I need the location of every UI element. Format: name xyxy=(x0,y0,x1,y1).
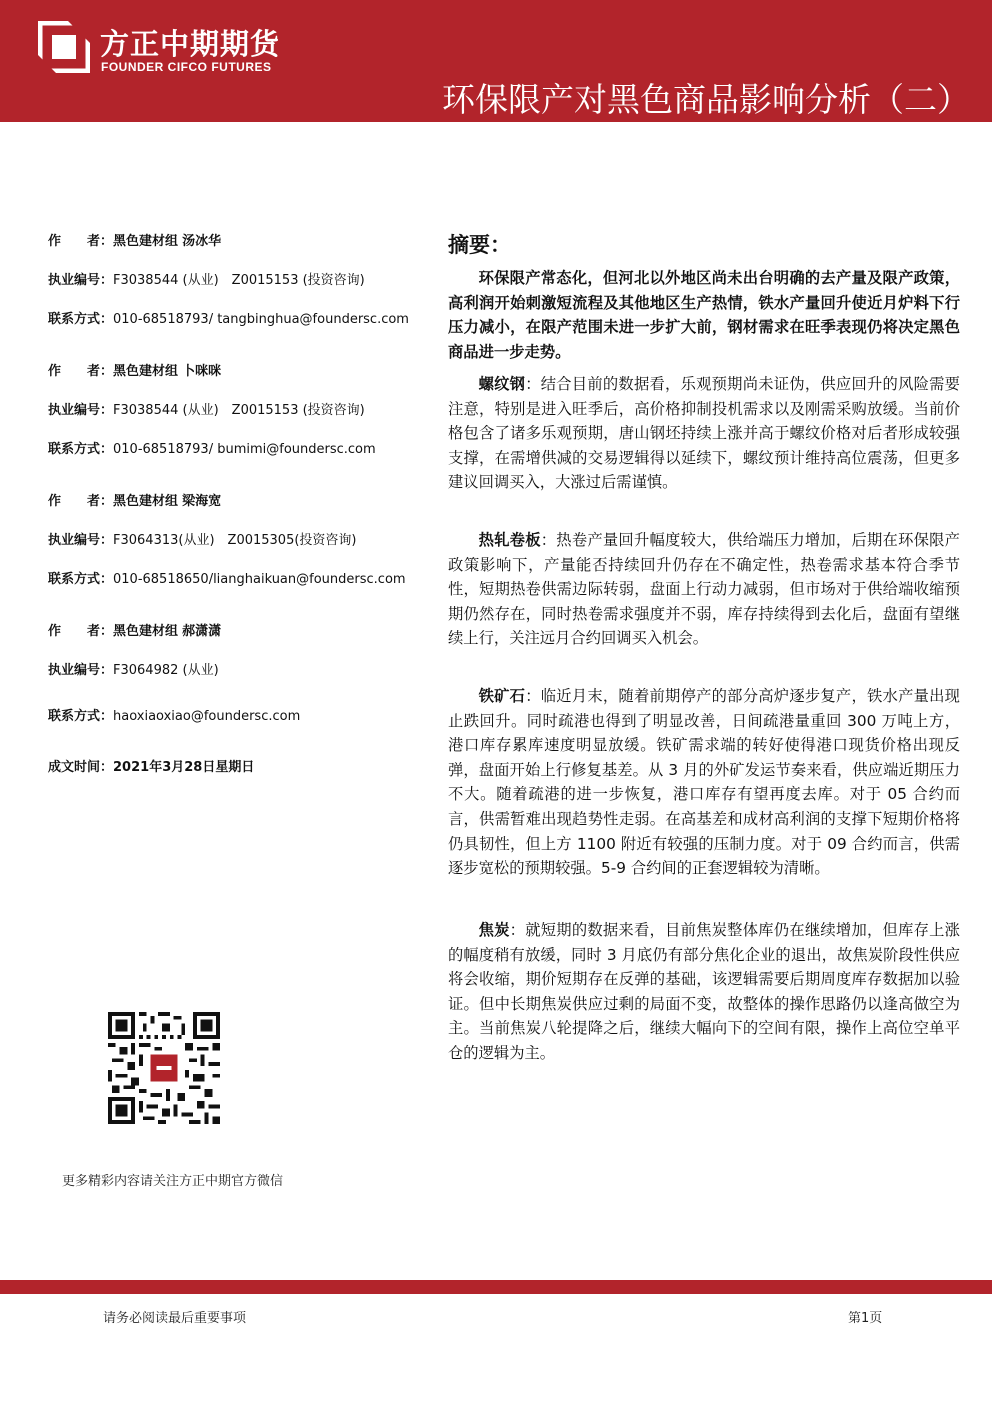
footer-notice: 请务必阅读最后重要事项 xyxy=(103,1311,247,1326)
author-group: 黑色建材组 xyxy=(113,494,179,509)
license-value: F3064982 (从业) xyxy=(113,663,219,678)
coke-text: ：就短期的数据来看，目前焦炭整体库仍在继续增加，但库存上涨的幅度稍有放缓，同时 3 月底仍有部分焦化企业的退出，故焦炭阶段性供应将会收缩，期价短期存在反弹的基础，该逻辑需要后期周度库存数据加以验证。但中长期焦炭供应过剩的局面不变，故整体的操作思路仍以逢高做空为主。当前焦炭八轮提降之后，继续大幅向下的空间有限，操作上高位空单平仓的逻辑为主。 xyxy=(448,921,960,1062)
author-row xyxy=(48,360,221,379)
contact-value[interactable]: haoxiaoxiao@foundersc.com xyxy=(113,709,301,724)
coke-paragraph xyxy=(448,918,960,1066)
author-name: 汤冰华 xyxy=(182,234,222,249)
author-group: 黑色建材组 xyxy=(113,234,179,249)
brand-name-en: FOUNDER CIFCO FUTURES xyxy=(101,60,272,74)
page-number: 第1页 xyxy=(848,1311,883,1326)
hot-rolled-coil-text: ：热卷产量回升幅度较大，供给端压力增加，后期在环保限产政策影响下，产量能否持续回升仍存在不确定性，热卷需求基本符合季节性，短期热卷供需边际转弱，盘面上行动力减弱，但市场对于供给端收缩预期仍然存在，同时热卷需求强度并不弱，库存持续得到去化后，盘面有望继续上行，关注远月合约回调买入机会。 xyxy=(448,531,960,648)
summary-lead-paragraph: 环保限产常态化，但河北以外地区尚未出台明确的去产量及限产政策，高利润开始刺激短流程及其他地区生产热情，铁水产量回升使近月炉料下行压力减小，在限产范围未进一步扩大前，钢材需求在旺季表现仍将决定黑色商品进一步走势。 xyxy=(448,269,960,361)
author-name: 郝潇潇 xyxy=(182,624,222,639)
contact-row xyxy=(48,705,300,724)
author-group: 黑色建材组 xyxy=(113,364,179,379)
iron-ore-paragraph xyxy=(448,684,960,881)
iron-ore-text: ：临近月末，随着前期停产的部分高炉逐步复产，铁水产量出现止跌回升。同时疏港也得到了明显改善，日间疏港量重回 300 万吨上方，港口库存累库速度明显放缓。铁矿需求端的转好使得港口现货价格出现反弹，盘面开始上行修复基差。从 3 月的外矿发运节奏来看，供应端近期压力不大。随着疏港的进一步恢复，港口库存有望再度去库。对于 05 合约而言，供需暂难出现趋势性走弱。在高基差和成材高利润的支撑下短期价格将仍具韧性，但上方 1100 附近有较强的压制力度。对于 09 合约而言，供需逐步宽松的预期较强。5-9 合约间的正套逻辑较为清晰。 xyxy=(448,687,960,878)
author-label: 作 者： xyxy=(48,234,114,249)
rebar-text: ：结合目前的数据看，乐观预期尚未证伪，供应回升的风险需要注意，特别是进入旺季后，高价格抑制投机需求以及刚需采购放缓。当前价格包含了诸多乐观预期，唐山钢坯持续上涨并高于螺纹价格对后者形成较强支撑，在需增供减的交易逻辑得以延续下，螺纹预计维持高位震荡，但更多建议回调买入，大涨过后需谨慎。 xyxy=(448,375,960,492)
founder-logo-icon xyxy=(38,21,90,73)
footer-bar xyxy=(0,1280,992,1294)
coke-tag: 焦炭 xyxy=(478,921,510,939)
author-group: 黑色建材组 xyxy=(113,624,179,639)
author-name: 卜咪咪 xyxy=(182,364,222,379)
license-row xyxy=(48,399,365,418)
author-row xyxy=(48,620,221,639)
contact-value[interactable]: 010-68518650/lianghaikuan@foundersc.com xyxy=(113,572,406,587)
contact-row xyxy=(48,568,406,587)
rebar-tag: 螺纹钢 xyxy=(478,375,526,393)
hot-rolled-coil-tag: 热轧卷板 xyxy=(478,531,541,549)
contact-label: 联系方式： xyxy=(48,709,114,724)
report-header xyxy=(0,0,992,122)
qr-caption: 更多精彩内容请关注方正中期官方微信 xyxy=(62,1174,284,1189)
author-row xyxy=(48,230,221,249)
license-row xyxy=(48,529,356,548)
author-label: 作 者： xyxy=(48,624,114,639)
date-value: 2021年3月28日星期日 xyxy=(113,760,255,775)
iron-ore-tag: 铁矿石 xyxy=(478,687,526,705)
rebar-paragraph xyxy=(448,372,960,495)
author-label: 作 者： xyxy=(48,494,114,509)
contact-label: 联系方式： xyxy=(48,442,114,457)
date-label: 成文时间： xyxy=(48,760,114,775)
contact-value[interactable]: 010-68518793/ tangbinghua@foundersc.com xyxy=(113,312,409,327)
hot-rolled-coil-paragraph xyxy=(448,528,960,651)
contact-label: 联系方式： xyxy=(48,312,114,327)
license-value: F3064313(从业) Z0015305(投资咨询) xyxy=(113,533,357,548)
author-name: 梁海宽 xyxy=(182,494,222,509)
report-title: 环保限产对黑色商品影响分析（二） xyxy=(442,80,970,119)
license-label: 执业编号： xyxy=(48,533,114,548)
contact-row xyxy=(48,438,376,457)
author-row xyxy=(48,490,221,509)
author-label: 作 者： xyxy=(48,364,114,379)
license-row xyxy=(48,269,365,288)
contact-value[interactable]: 010-68518793/ bumimi@foundersc.com xyxy=(113,442,376,457)
license-value: F3038544 (从业) Z0015153 (投资咨询) xyxy=(113,273,365,288)
license-label: 执业编号： xyxy=(48,403,114,418)
summary-title: 摘要： xyxy=(448,233,511,257)
brand-name-cn: 方正中期期货 xyxy=(100,27,281,61)
contact-label: 联系方式： xyxy=(48,572,114,587)
contact-row xyxy=(48,308,409,327)
license-label: 执业编号： xyxy=(48,273,114,288)
date-row xyxy=(48,756,254,775)
license-value: F3038544 (从业) Z0015153 (投资咨询) xyxy=(113,403,365,418)
license-label: 执业编号： xyxy=(48,663,114,678)
license-row xyxy=(48,659,219,678)
wechat-qr-code-icon[interactable] xyxy=(108,1012,220,1124)
